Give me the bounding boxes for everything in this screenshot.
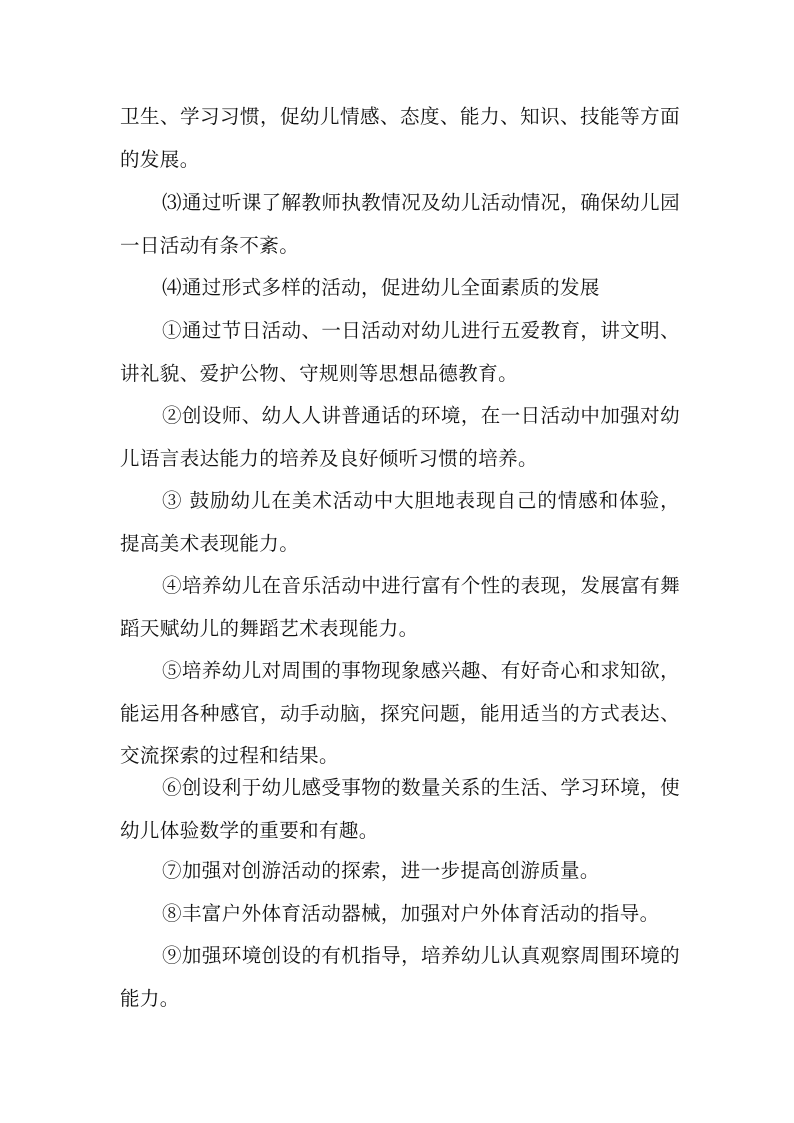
paragraph-sub-2: ②创设师、幼人人讲普通话的环境，在一日活动中加强对幼儿语言表达能力的培养及良好倾听习惯的培养。 bbox=[120, 404, 680, 470]
paragraph-sub-8: ⑧丰富户外体育活动器械，加强对户外体育活动的指导。 bbox=[162, 902, 660, 925]
paragraph-continuation: 卫生、学习习惯，促幼儿情感、态度、能力、知识、技能等方面的发展。 bbox=[120, 105, 680, 171]
paragraph-sub-1: ①通过节日活动、一日活动对幼儿进行五爱教育，讲文明、讲礼貌、爱护公物、守规则等思想品德教育。 bbox=[120, 319, 680, 385]
paragraph-sub-4: ④培养幼儿在音乐活动中进行富有个性的表现，发展富有舞蹈天赋幼儿的舞蹈艺术表现能力。 bbox=[120, 574, 680, 640]
paragraph-sub-7: ⑦加强对创游活动的探索，进一步提高创游质量。 bbox=[162, 859, 600, 882]
paragraph-sub-5: ⑤培养幼儿对周围的事物现象感兴趣、有好奇心和求知欲，能运用各种感官，动手动脑，探究问题，能用适当的方式表达、交流探索的过程和结果。 bbox=[120, 659, 680, 767]
paragraph-sub-3: ③ 鼓励幼儿在美术活动中大胆地表现自己的情感和体验，提高美术表现能力。 bbox=[120, 489, 680, 555]
paragraph-sub-9: ⑨加强环境创设的有机指导，培养幼儿认真观察周围环境的能力。 bbox=[120, 944, 680, 1010]
paragraph-item-4: ⑷通过形式多样的活动，促进幼儿全面素质的发展 bbox=[162, 276, 600, 299]
paragraph-item-3: ⑶通过听课了解教师执教情况及幼儿活动情况，确保幼儿园一日活动有条不紊。 bbox=[120, 191, 680, 257]
paragraph-sub-6: ⑥创设利于幼儿感受事物的数量关系的生活、学习环境，使幼儿体验数学的重要和有趣。 bbox=[120, 776, 680, 842]
